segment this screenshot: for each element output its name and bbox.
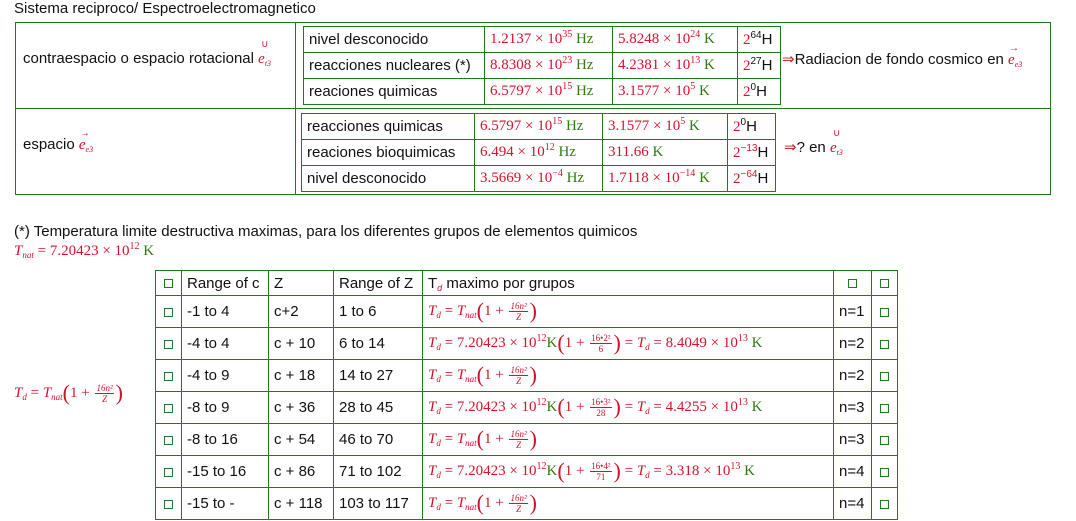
divider xyxy=(295,23,296,194)
row-checkbox[interactable] xyxy=(872,424,898,456)
frequency: $8.8308 \times 10^{23}$ Hz xyxy=(485,53,613,79)
table-row xyxy=(156,328,898,360)
e-e3-vector-symbol: → $e_{e3}$ xyxy=(78,128,94,154)
checkbox-icon xyxy=(164,500,173,509)
temperature: $5.8248 \times 10^{24}$ K xyxy=(613,27,738,53)
range-c-cell: -1 to 4 xyxy=(182,296,269,328)
row-checkbox[interactable] xyxy=(156,392,182,424)
n-cell: n=2 xyxy=(834,360,872,392)
element-groups-table xyxy=(155,270,898,520)
table-row xyxy=(156,424,898,456)
checkbox-icon xyxy=(164,404,173,413)
td-formula: $T_d = 7.20423 \times 10^{12}K(1$ + $\frac{\text{16•2²}}{6}$ ) = $T_d = 8.4049 \times 10^{13}$ K xyxy=(423,328,834,360)
header-range-z: Range of Z xyxy=(334,271,423,296)
range-z-cell: 46 to 70 xyxy=(334,424,423,456)
header-checkbox[interactable] xyxy=(834,271,872,296)
checkbox-icon xyxy=(880,468,889,477)
range-c-cell: -15 to - xyxy=(182,488,269,520)
td-formula: $T_d = T_{nat}(1$ + $\frac{\text{16n²}}{Z}$ ) xyxy=(423,488,834,520)
table-row xyxy=(304,27,781,53)
td-general-formula: $T_d = T_{nat}(1$ + $\frac{\text{16n²}}{Z}$ ) xyxy=(14,379,123,405)
z-cell: c + 36 xyxy=(269,392,334,424)
td-formula: $T_d = 7.20423 \times 10^{12}K(1$ + $\frac{\text{16•4²}}{71}$ ) = $T_d = 3.318 \times 10^{13}$ K xyxy=(423,456,834,488)
level-name: reaciones bioquimicas xyxy=(302,140,475,166)
table-row xyxy=(302,140,776,166)
footnote: (*) Temperatura limite destructiva maximas, para los diferentes grupos de elementos quimicos xyxy=(14,223,638,240)
checkbox-icon xyxy=(164,340,173,349)
range-z-cell: 28 to 45 xyxy=(334,392,423,424)
frequency: $6.5797 \times 10^{15}$ Hz xyxy=(475,114,603,140)
table-row xyxy=(156,296,898,328)
espacio-label: espacio → $e_{e3}$ xyxy=(23,128,94,154)
table-row xyxy=(304,53,781,79)
checkbox-icon xyxy=(164,436,173,445)
range-c-cell: -15 to 16 xyxy=(182,456,269,488)
header-z: Z xyxy=(269,271,334,296)
range-c-cell: -4 to 4 xyxy=(182,328,269,360)
row-checkbox[interactable] xyxy=(156,424,182,456)
row-checkbox[interactable] xyxy=(156,271,182,296)
checkbox-icon xyxy=(880,372,889,381)
h-power: $2^0H$ xyxy=(728,114,776,140)
frequency: $3.5669 \times 10^{-4}$ Hz xyxy=(475,166,603,192)
td-formula: $T_d = T_{nat}(1$ + $\frac{\text{16n²}}{Z}$ ) xyxy=(423,424,834,456)
z-cell: c + 86 xyxy=(269,456,334,488)
n-cell: n=2 xyxy=(834,328,872,360)
level-name: nivel desconocido xyxy=(304,27,485,53)
row-checkbox[interactable] xyxy=(872,360,898,392)
checkbox-icon xyxy=(880,436,889,445)
frequency: $6.494 \times 10^{12}$ Hz xyxy=(475,140,603,166)
e-t3-symbol: ∪ $e_{t3}$ xyxy=(258,39,272,68)
n-cell: n=3 xyxy=(834,424,872,456)
checkbox-icon xyxy=(880,308,889,317)
table-header-row xyxy=(156,271,898,296)
row-checkbox[interactable] xyxy=(156,488,182,520)
td-formula: $T_d = 7.20423 \times 10^{12}K(1$ + $\frac{\text{16•3²}}{28}$ ) = $T_d = 4.4255 \times 10^{13}$ K xyxy=(423,392,834,424)
z-cell: c + 54 xyxy=(269,424,334,456)
checkbox-icon xyxy=(880,279,889,288)
z-cell: c + 18 xyxy=(269,360,334,392)
contraespacio-label: contraespacio o espacio rotacional ∪ $e_{t3}$ xyxy=(23,39,272,68)
row-checkbox[interactable] xyxy=(872,456,898,488)
row-checkbox[interactable] xyxy=(156,328,182,360)
header-td: $T_d$ maximo por grupos xyxy=(423,271,834,296)
header-range-c: Range of c xyxy=(182,271,269,296)
row-checkbox[interactable] xyxy=(872,488,898,520)
checkbox-icon xyxy=(164,308,173,317)
table-row xyxy=(156,456,898,488)
checkbox-icon xyxy=(880,404,889,413)
h-power: $2^{64}H$ xyxy=(738,27,781,53)
temperature: 311.66 K xyxy=(603,140,728,166)
row-checkbox[interactable] xyxy=(872,392,898,424)
checkbox-icon xyxy=(164,468,173,477)
h-power: $2^{27}H$ xyxy=(738,53,781,79)
divider xyxy=(16,108,1050,109)
frequency: $6.5797 \times 10^{15}$ Hz xyxy=(485,79,613,105)
level-name: reacciones nucleares (*) xyxy=(304,53,485,79)
espacio-table xyxy=(301,113,776,192)
checkbox-icon xyxy=(164,279,173,288)
n-cell: n=4 xyxy=(834,488,872,520)
table-row xyxy=(304,79,781,105)
temperature: $3.1577 \times 10^5$ K xyxy=(613,79,738,105)
range-c-cell: -8 to 9 xyxy=(182,392,269,424)
page-title: Sistema reciproco/ Espectroelectromagnetico xyxy=(14,0,316,17)
frequency: $1.2137 \times 10^{35}$ Hz xyxy=(485,27,613,53)
h-power: $2^0H$ xyxy=(738,79,781,105)
h-power: $2^{-64}H$ xyxy=(728,166,776,192)
level-name: nivel desconocido xyxy=(302,166,475,192)
range-z-cell: 103 to 117 xyxy=(334,488,423,520)
row-checkbox[interactable] xyxy=(872,296,898,328)
level-name: reaciones quimicas xyxy=(304,79,485,105)
table-row xyxy=(156,392,898,424)
checkbox-icon xyxy=(848,279,857,288)
range-z-cell: 71 to 102 xyxy=(334,456,423,488)
td-formula: $T_d = T_{nat}(1$ + $\frac{\text{16n²}}{Z}$ ) xyxy=(423,360,834,392)
row-checkbox[interactable] xyxy=(156,456,182,488)
z-cell: c+2 xyxy=(269,296,334,328)
h-power: $2^{-13}H$ xyxy=(728,140,776,166)
z-cell: c + 118 xyxy=(269,488,334,520)
checkbox-icon xyxy=(880,340,889,349)
n-cell: n=3 xyxy=(834,392,872,424)
checkbox-icon xyxy=(164,372,173,381)
n-cell: n=4 xyxy=(834,456,872,488)
range-z-cell: 6 to 14 xyxy=(334,328,423,360)
unknown-result: ⇒? en ∪ $e_{t3}$ xyxy=(784,128,843,157)
cosmic-background-result: ⇒Radiacion de fondo cosmico en → $e_{e3}$ xyxy=(782,43,1023,69)
row-checkbox[interactable] xyxy=(872,328,898,360)
range-c-cell: -8 to 16 xyxy=(182,424,269,456)
z-cell: c + 10 xyxy=(269,328,334,360)
range-z-cell: 1 to 6 xyxy=(334,296,423,328)
table-row xyxy=(302,166,776,192)
contraespacio-table xyxy=(303,26,781,105)
temperature: $1.7118 \times 10^{-14}$ K xyxy=(603,166,728,192)
e-t3-symbol: ∪ $e_{t3}$ xyxy=(829,128,843,157)
temperature: $3.1577 \times 10^5$ K xyxy=(603,114,728,140)
table-row xyxy=(302,114,776,140)
implies-arrow-icon: ⇒ xyxy=(782,51,795,68)
row-checkbox[interactable] xyxy=(156,296,182,328)
level-name: reacciones quimicas xyxy=(302,114,475,140)
tnat-definition: $T_{nat} = 7.20423 \times 10^{12}$ K xyxy=(14,241,155,260)
implies-arrow-icon: ⇒ xyxy=(784,139,797,156)
n-cell: n=1 xyxy=(834,296,872,328)
range-c-cell: -4 to 9 xyxy=(182,360,269,392)
header-checkbox[interactable] xyxy=(872,271,898,296)
table-row xyxy=(156,488,898,520)
td-formula: $T_d = T_{nat}(1$ + $\frac{\text{16n²}}{Z}$ ) xyxy=(423,296,834,328)
checkbox-icon xyxy=(880,500,889,509)
temperature: $4.2381 \times 10^{13}$ K xyxy=(613,53,738,79)
row-checkbox[interactable] xyxy=(156,360,182,392)
e-e3-vector-symbol: → $e_{e3}$ xyxy=(1008,43,1023,69)
table-row xyxy=(156,360,898,392)
range-z-cell: 14 to 27 xyxy=(334,360,423,392)
